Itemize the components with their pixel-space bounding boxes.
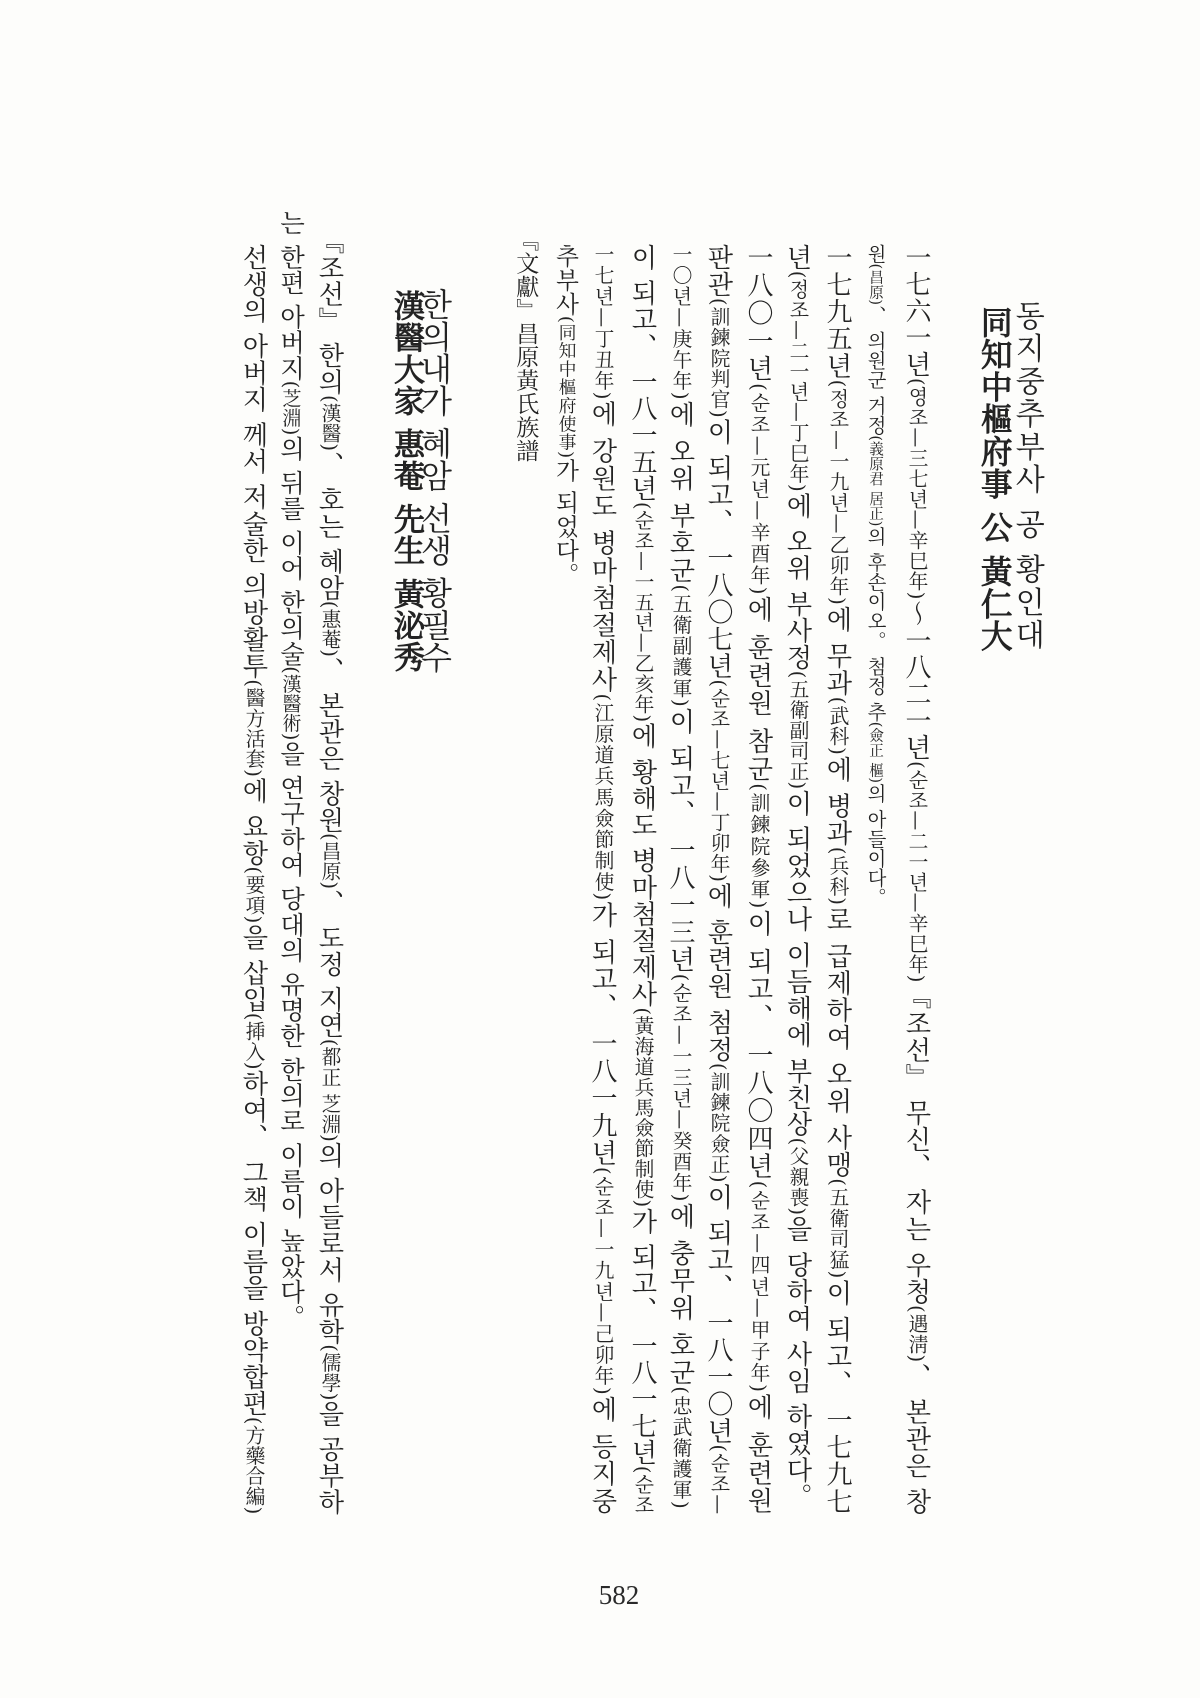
section1-title-hanja: 同知中樞府事 公 黃仁大 bbox=[976, 306, 1014, 652]
parenthetical-note: (五衛副司正) bbox=[785, 670, 809, 790]
parenthetical-note: (訓鍊院參軍) bbox=[746, 783, 770, 911]
parenthetical-note: (訓鍊院僉正) bbox=[706, 1062, 730, 1184]
parenthetical-note: (五衛司猛) bbox=[825, 1178, 849, 1280]
parenthetical-note: (정조—一九년—乙卯年) bbox=[825, 379, 849, 606]
parenthetical-note: (揷入) bbox=[241, 1012, 265, 1071]
parenthetical-note: 一七년—丁丑年) bbox=[590, 244, 614, 401]
parenthetical-note: (五衛副護軍) bbox=[668, 584, 692, 709]
section1-column-7: 一〇년—庚午年)에 오위 부호군(五衛副護軍)이 되고、 一八一三년(순조—一三년—癸酉年)에 충무위 호군(忠武衛護軍) bbox=[664, 244, 695, 1511]
parenthetical-note: (芝淵) bbox=[279, 380, 303, 436]
source-citation: 『文獻』昌原黃氏族譜 bbox=[512, 228, 539, 462]
parenthetical-note: (醫方活套) bbox=[241, 679, 265, 778]
page-number: 582 bbox=[598, 1580, 640, 1610]
parenthetical-note: (漢醫術) bbox=[279, 666, 303, 741]
parenthetical-note: (僉正 樞) bbox=[867, 721, 885, 784]
parenthetical-note: (순조—一五년—乙亥年) bbox=[630, 501, 654, 723]
section2-column-2: 는 한편 아버지(芝淵)의 뒤를 이어 한의술(漢醫術)을 연구하여 당대의 유명한 한의로 이름이 높았다。 bbox=[276, 210, 306, 1331]
section1-column-5: 一八〇一년(순조—元년—辛酉年)에 훈련원 참군(訓鍊院參軍)이 되고、 一八〇四년(순조—四년—甲子年)에 훈련원 bbox=[742, 244, 773, 1516]
parenthetical-note: (同知中樞府使事) bbox=[555, 315, 577, 459]
section1-column-6: 판관(訓鍊院判官)이 되고、 一八〇七년(순조—七년—丁卯年)에 훈련원 첨정(訓鍊院僉正)이 되고、 一八一〇년(순조— bbox=[702, 244, 733, 1516]
section1-column-10: 추부사(同知中樞府使事)가 되었다。 bbox=[551, 244, 580, 586]
parenthetical-note: (訓鍊院判官) bbox=[706, 297, 730, 419]
parenthetical-note: (黃海道兵馬僉節制使) bbox=[630, 1007, 654, 1208]
section2-column-3: 선생의 아버지 께서 저술한 의방활투(醫方活套)에 요항(要項)을 삽입(揷入)하여、 그책 이름을 방약합편(方藥合編) bbox=[237, 244, 268, 1516]
parenthetical-note: (要項) bbox=[241, 866, 265, 924]
section1-column-4: 년(정조—二一년—丁巳年)에 오위 부사정(五衛副司正)이 되었으나 이듬해에 부친상(父親喪)을 당하여 사임 하였다。 bbox=[781, 244, 812, 1511]
parenthetical-note: (순조—元년—辛酉年) bbox=[746, 383, 770, 597]
parenthetical-note: (漢醫) bbox=[317, 395, 341, 452]
section1-title-hangul: 동지중추부사 공 황인대 bbox=[1009, 300, 1045, 652]
parenthetical-note: (儒學) bbox=[317, 1344, 341, 1401]
parenthetical-note: (순조—一九년—己卯年) bbox=[590, 1166, 614, 1397]
parenthetical-note: (惠菴) bbox=[317, 600, 341, 658]
parenthetical-note: (忠武衛護軍) bbox=[668, 1386, 692, 1511]
section2-title-hanja: 漢醫大家 惠菴 先生 黃泌秀 bbox=[387, 290, 424, 673]
parenthetical-note: (정조—二一년—丁巳年) bbox=[785, 270, 809, 493]
section2-title-hangul: 한의내가 혜암 선생 황필수 bbox=[415, 288, 454, 673]
parenthetical-note: (遇淸) bbox=[904, 1304, 928, 1364]
parenthetical-note: 一〇년—庚午年) bbox=[668, 244, 692, 401]
section1-column-1: 一七六一년(영조—三七년—辛巳年)～一八二一년(순조—二一년—辛巳年)『조선』 무신、 자는 우청(遇淸)、 본관은 창 bbox=[900, 244, 931, 1516]
section1-column-3: 一七九五년(정조—一九년—乙卯年)에 무과(武科)에 병과(兵科)로 급제하여 오위 사맹(五衛司猛)이 되고、 一七九七 bbox=[821, 244, 852, 1516]
parenthetical-note: (父親喪) bbox=[785, 1137, 809, 1216]
parenthetical-note: (순조—二一년—辛巳年) bbox=[904, 760, 928, 984]
section1-column-8: 이 되고、 一八一五년(순조—一五년—乙亥年)에 황해도 병마첨절제사(黃海道兵馬僉節制使)가 되고、 一八一七년(순조 bbox=[626, 244, 657, 1516]
parenthetical-note: (昌原) bbox=[867, 263, 885, 306]
section1-column-9: 一七년—丁丑年)에 강원도 병마첨절제사(江原道兵馬僉節制使)가 되고、 一八一九년(순조—一九년—己卯年)에 등지중 bbox=[586, 244, 617, 1516]
parenthetical-note: (義原君 居正) bbox=[867, 435, 885, 527]
parenthetical-note: (昌原) bbox=[317, 832, 341, 890]
parenthetical-note: (都正 芝淵) bbox=[317, 1038, 341, 1143]
section2-column-1: 『조선』 한의(漢醫)、 호는 혜암(惠菴)、 본관은 창원(昌原)、 도정 지연(都正 芝淵)의 아들로서 유학(儒學)을 공부하 bbox=[313, 228, 344, 1516]
section1-column-2: 원(昌原)、 의원군 거정(義原君 居正)의 후손이오。 첨정 추(僉正 樞)의 아들이다。 bbox=[864, 244, 888, 907]
parenthetical-note: (方藥合編) bbox=[241, 1416, 265, 1516]
parenthetical-note: (순조—七년—丁卯年) bbox=[706, 679, 730, 883]
parenthetical-note: (순조—一三년—癸酉年) bbox=[668, 973, 692, 1203]
parenthetical-note: (江原道兵馬僉節制使) bbox=[590, 693, 614, 902]
parenthetical-note: (순조—四년—甲子年) bbox=[746, 1180, 770, 1394]
parenthetical-note: (兵科) bbox=[825, 846, 849, 907]
parenthetical-note: (武科) bbox=[825, 696, 849, 757]
parenthetical-note: (영조—三七년—辛巳年) bbox=[904, 377, 928, 601]
parenthetical-note: (순조— bbox=[706, 1444, 730, 1516]
parenthetical-note: (순조 bbox=[630, 1465, 654, 1516]
